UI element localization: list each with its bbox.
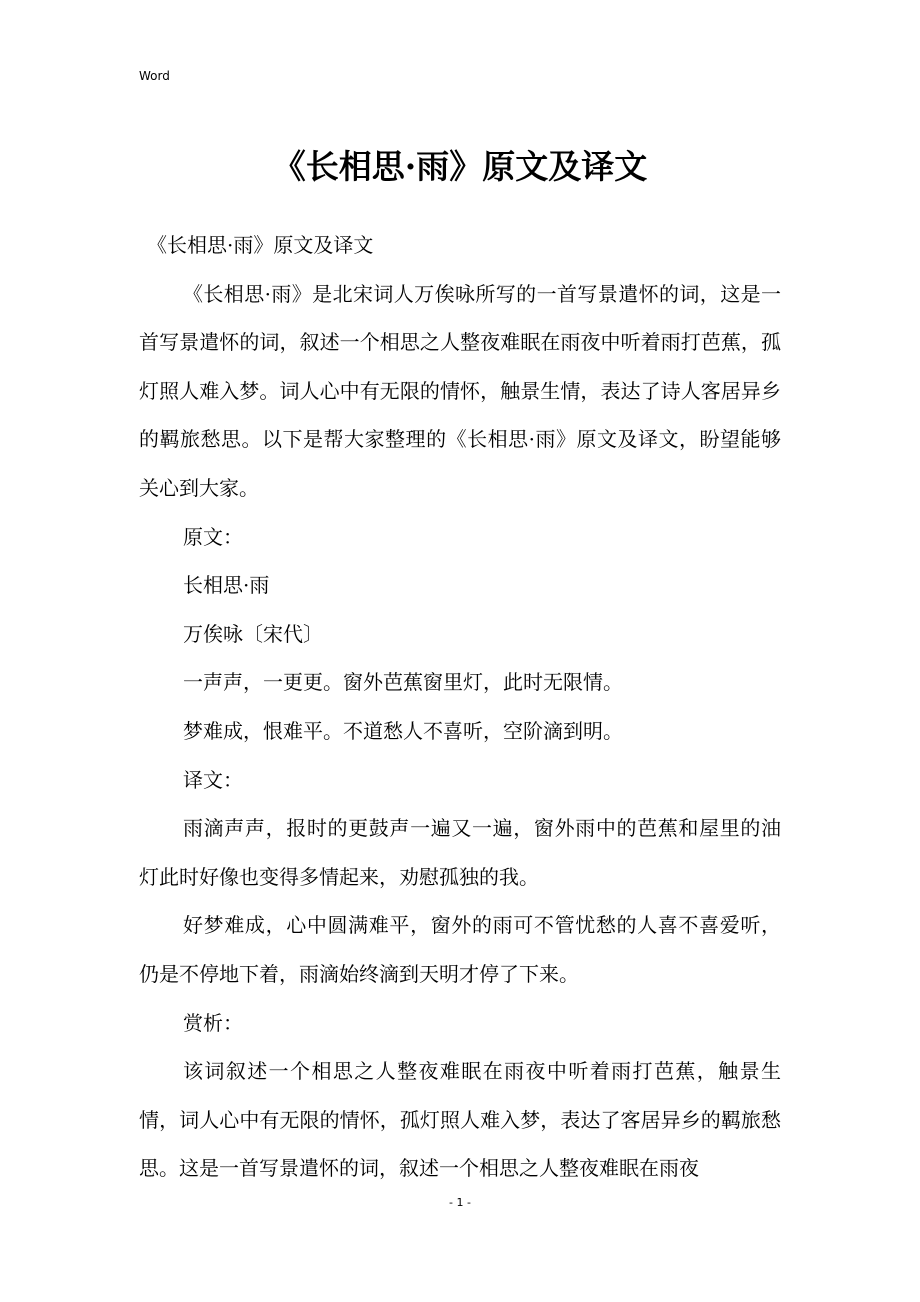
document-title: 《长相思·雨》原文及译文 <box>272 147 648 186</box>
translation-paragraph-1: 雨滴声声，报时的更鼓声一遍又一遍，窗外雨中的芭蕉和屋里的油灯此时好像也变得多情起来，劝慰孤独的我。 <box>139 816 781 889</box>
translation-paragraph-2: 好梦难成，心中圆满难平，窗外的雨可不管忧愁的人喜不喜爱听，仍是不停地下着，雨滴始终滴到天明才停了下来。 <box>139 913 781 986</box>
intro-heading-line: 《长相思·雨》原文及译文 <box>147 233 374 257</box>
document-body <box>139 221 781 1193</box>
appreciation-paragraph: 该词叙述一个相思之人整夜难眠在雨夜中听着雨打芭蕉，触景生情，词人心中有无限的情怀，孤灯照人难入梦，表达了客居异乡的羁旅愁思。这是一首写景遣怀的词，叙述一个相思之人整夜难眠在雨夜 <box>139 1059 781 1181</box>
page-number: - 1 - <box>449 1196 471 1209</box>
document-header-label: Word <box>139 69 170 83</box>
original-text-heading: 原文： <box>183 524 243 549</box>
poem-title: 长相思·雨 <box>183 573 270 598</box>
translation-heading: 译文： <box>183 767 243 792</box>
poem-line-1: 一声声，一更更。窗外芭蕉窗里灯，此时无限情。 <box>183 670 623 695</box>
poem-author: 万俟咏〔宋代〕 <box>183 621 323 646</box>
intro-paragraph: 《长相思·雨》是北宋词人万俟咏所写的一首写景遣怀的词，这是一首写景遣怀的词，叙述一个相思之人整夜难眠在雨夜中听着雨打芭蕉，孤灯照人难入梦。词人心中有无限的情怀，触景生情，表达了诗人客居异乡的羁旅愁思。以下是帮大家整理的《长相思·雨》原文及译文，盼望能够关心到大家。 <box>139 281 781 500</box>
poem-line-2: 梦难成，恨难平。不道愁人不喜听，空阶滴到明。 <box>183 718 623 743</box>
appreciation-heading: 赏析： <box>183 1010 243 1035</box>
